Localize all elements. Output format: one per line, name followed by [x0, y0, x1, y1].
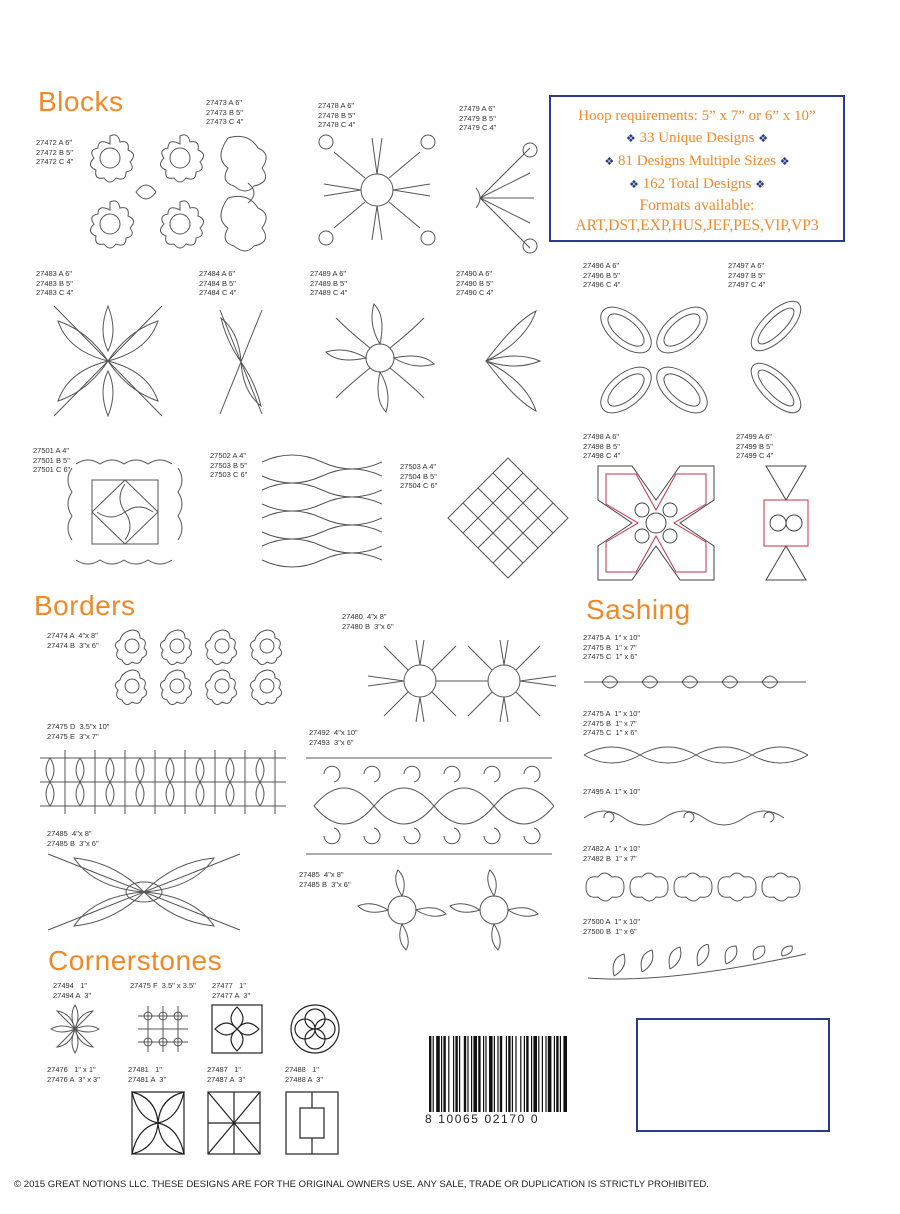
- barcode-bar: [560, 1036, 561, 1116]
- design-code: 27479 A 6" 27479 B 5" 27479 C 4": [459, 104, 497, 132]
- diamond-icon: ❖: [779, 156, 790, 168]
- barcode-bar: [531, 1036, 532, 1116]
- cornerstone-motif-27481: [206, 1090, 262, 1156]
- design-code: 27477 1" 27477 A 3": [212, 981, 251, 1000]
- block-motif-27472: [80, 128, 212, 256]
- design-code: 27497 A 6" 27497 B 5" 27497 C 4": [728, 261, 766, 289]
- barcode-bar: [497, 1036, 498, 1116]
- barcode-bar: [545, 1036, 546, 1116]
- blocks-heading: Blocks: [38, 86, 124, 117]
- unique-designs-text: 33 Unique Designs: [639, 130, 755, 146]
- block-motif-27496: [592, 296, 716, 424]
- block-motif-27490: [476, 300, 546, 422]
- design-code: 27496 A 6" 27496 B 5" 27496 C 4": [583, 261, 621, 289]
- cornerstone-motif-27494: [48, 1002, 102, 1056]
- barcode-bar: [455, 1036, 457, 1116]
- border-motif-27492: [304, 752, 554, 860]
- hoop-requirements-text: Hoop requirements: 5” x 7” or 6” x 10”: [578, 108, 816, 124]
- barcode-bar: [485, 1036, 486, 1116]
- cornerstone-motif-27475f: [136, 1004, 190, 1054]
- block-motif-27478: [312, 128, 442, 252]
- barcode-bar: [443, 1036, 445, 1116]
- border-motif-27480: [362, 636, 562, 726]
- block-motif-27501: [62, 452, 188, 572]
- sashing-motif-2: [582, 740, 808, 770]
- cornerstone-motif-27488-circle: [288, 1002, 342, 1056]
- border-motif-27474: [110, 624, 290, 708]
- diamond-icon: ❖: [625, 133, 636, 145]
- barcode-bar: [526, 1036, 528, 1116]
- diamond-icon: ❖: [758, 133, 769, 145]
- design-code: 27487 1" 27487 A 3": [207, 1065, 246, 1084]
- copyright-footer: © 2015 GREAT NOTIONS LLC. THESE DESIGNS ARE FOR THE ORIGINAL OWNERS USE. ANY SALE, TRADE OR DUPLICATION IS STRICTLY PROHIBITED.: [14, 1179, 709, 1190]
- barcode-bar: [508, 1036, 510, 1116]
- block-motif-27503: [258, 452, 384, 570]
- sashing-motif-27482: [582, 872, 808, 902]
- barcode-bar: [441, 1036, 442, 1116]
- barcode-number: 8 10065 02170 0: [425, 1112, 625, 1126]
- design-code: 27490 A 6" 27490 B 5" 27490 C 4": [456, 269, 494, 297]
- barcode-bar: [542, 1036, 543, 1116]
- block-motif-27484: [212, 300, 270, 424]
- border-motif-27485-a: [46, 852, 242, 932]
- barcode-bar: [448, 1036, 449, 1116]
- block-motif-27479: [470, 138, 540, 258]
- barcode-bar: [464, 1036, 466, 1116]
- hoop-requirements-box: [549, 95, 845, 242]
- border-motif-27485-b: [352, 868, 544, 952]
- block-motif-27483: [44, 296, 172, 426]
- design-code: 27492 4"x 10" 27493 3"x 6": [309, 728, 358, 747]
- design-code: 27502 A 4" 27503 B 5" 27503 C 6": [210, 451, 248, 479]
- formats-list: ART,DST,EXP,HUS,JEF,PES,VIP,VP3: [575, 217, 819, 234]
- barcode-bar: [471, 1036, 472, 1116]
- design-code: 27503 A 4" 27504 B 5" 27504 C 6": [400, 462, 438, 490]
- barcode-bar: [453, 1036, 454, 1116]
- design-code: 27500 A 1" x 10" 27500 B 1" x 6": [583, 917, 641, 936]
- barcode-bar: [520, 1036, 521, 1116]
- design-code: 27494 1" 27494 A 3": [53, 981, 92, 1000]
- barcode-bar: [467, 1036, 468, 1116]
- barcode-bar: [515, 1036, 516, 1116]
- barcode-bar: [459, 1036, 460, 1116]
- barcode-bar: [538, 1036, 539, 1116]
- design-code: 27476 1" x 1" 27476 A 3" x 3": [47, 1065, 100, 1084]
- design-code: 27482 A 1" x 10" 27482 B 1" x 7": [583, 844, 641, 863]
- design-code: 27498 A 6" 27498 B 5" 27498 C 4": [583, 432, 621, 460]
- design-code: 27475 D 3.5"x 10" 27475 E 3"x 7": [47, 722, 110, 741]
- barcode-bar: [478, 1036, 480, 1116]
- sashing-heading: Sashing: [586, 594, 691, 625]
- block-motif-27504: [446, 456, 570, 580]
- block-motif-27489: [316, 296, 444, 420]
- barcode-bar: [436, 1036, 440, 1116]
- barcode-bar: [494, 1036, 495, 1116]
- sashing-motif-1: [582, 668, 808, 696]
- sashing-motif-27500: [584, 944, 810, 984]
- sashing-motif-27495: [582, 804, 808, 832]
- block-motif-27499: [760, 460, 812, 586]
- design-code: 27501 A 4" 27501 B 5" 27501 C 6": [33, 446, 71, 474]
- formats-label: Formats available:: [639, 197, 755, 214]
- barcode-bar: [429, 1036, 431, 1116]
- design-code: 27478 A 6" 27478 B 5" 27478 C 4": [318, 101, 356, 129]
- design-code: 27480 4"x 8" 27480 B 3"x 6": [342, 612, 394, 631]
- design-code: 27499 A 6" 27499 B 5" 27499 C 4": [736, 432, 774, 460]
- barcode-bar: [554, 1036, 555, 1116]
- design-code: 27484 A 6" 27484 B 5" 27484 C 4": [199, 269, 237, 297]
- barcode-bar: [556, 1036, 558, 1116]
- cornerstone-motif-27488: [284, 1090, 340, 1156]
- barcode-bar: [512, 1036, 513, 1116]
- barcode-bar: [563, 1036, 567, 1116]
- diamond-icon: ❖: [604, 156, 615, 168]
- block-motif-27473: [218, 128, 278, 256]
- barcode-bar: [524, 1036, 525, 1116]
- design-code: 27489 A 6" 27489 B 5" 27489 C 4": [310, 269, 348, 297]
- barcode: [425, 1036, 625, 1146]
- multiple-sizes-text: 81 Designs Multiple Sizes: [618, 153, 776, 169]
- diamond-icon: ❖: [629, 179, 639, 191]
- cornerstone-motif-27477: [210, 1003, 264, 1055]
- barcode-bar: [473, 1036, 477, 1116]
- design-code: 27481 1" 27481 A 3": [128, 1065, 167, 1084]
- cornerstones-heading: Cornerstones: [48, 945, 223, 976]
- design-code: 27483 A 6" 27483 B 5" 27483 C 4": [36, 269, 74, 297]
- design-code: 27474 A 4"x 8" 27474 B 3"x 6": [47, 631, 99, 650]
- design-code: 27475 F 3.5" x 3.5": [130, 981, 196, 990]
- barcode-bar: [433, 1036, 434, 1116]
- barcode-bar: [533, 1036, 537, 1116]
- design-code: 27475 A 1" x 10" 27475 B 1" x 7" 27475 C 1" x 6": [583, 633, 641, 661]
- barcode-bar: [489, 1036, 493, 1116]
- design-code: 27472 A 6" 27472 B 5" 27472 C 4": [36, 138, 74, 166]
- border-motif-27475: [38, 746, 288, 818]
- design-code: 27495 A 1" x 10": [583, 787, 641, 796]
- design-code: 27488 1" 27488 A 3": [285, 1065, 324, 1084]
- block-motif-27497: [738, 290, 810, 424]
- design-code: 27485 4"x 8" 27485 B 3"x 6": [299, 870, 351, 889]
- design-code: 27473 A 6" 27473 B 5" 27473 C 4": [206, 98, 244, 126]
- design-code: 27475 A 1" x 10" 27475 B 1" x 7" 27475 C 1" x 6": [583, 709, 641, 737]
- cornerstone-motif-27476: [130, 1090, 186, 1156]
- borders-heading: Borders: [34, 590, 136, 621]
- barcode-bar: [483, 1036, 484, 1116]
- barcode-bar: [506, 1036, 507, 1116]
- total-designs-text: 162 Total Designs: [642, 176, 752, 192]
- design-code: 27485 4"x 8" 27485 B 3"x 6": [47, 829, 99, 848]
- label-box: [636, 1018, 830, 1132]
- diamond-icon: ❖: [755, 179, 765, 191]
- barcode-bar: [500, 1036, 502, 1116]
- barcode-bar: [548, 1036, 552, 1116]
- block-motif-27498: [592, 460, 720, 586]
